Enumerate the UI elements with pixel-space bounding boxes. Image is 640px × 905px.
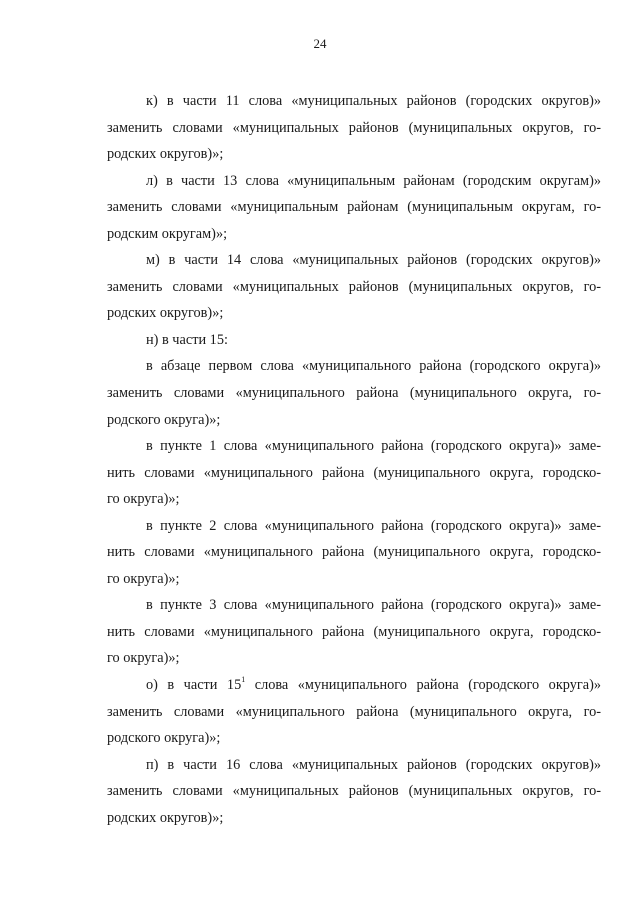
paragraph-line: л) в части 13 слова «муниципальным районам (городским округам)» (146, 172, 601, 189)
paragraph-line: родского округа)»; (107, 730, 221, 747)
paragraph-line: заменить словами «муниципального района (муниципального округа, го- (107, 385, 601, 402)
paragraph-line: заменить словами «муниципальных районов (муниципальных округов, го- (107, 119, 601, 136)
paragraph-line: заменить словами «муниципальным районам (муниципальным округам, го- (107, 199, 601, 216)
paragraph-line: го округа)»; (107, 570, 180, 587)
paragraph-line: п) в части 16 слова «муниципальных районов (городских округов)» (146, 756, 601, 773)
paragraph-line: к) в части 11 слова «муниципальных районов (городских округов)» (146, 93, 601, 109)
paragraph-line: родских округов)»; (107, 305, 224, 322)
paragraph-l (107, 168, 601, 248)
paragraph-line: в абзаце первом слова «муниципального района (городского округа)» (146, 358, 601, 375)
paragraph-o (107, 672, 601, 752)
paragraph-line: в пункте 1 слова «муниципального района (городского округа)» заме- (146, 438, 601, 455)
superscript-index: 1 (241, 675, 246, 685)
paragraph-line: го округа)»; (107, 491, 180, 508)
paragraph-m (107, 247, 601, 327)
paragraph-n (107, 327, 601, 354)
paragraph-line: го округа)»; (107, 650, 180, 667)
paragraph-n-punkt-1 (107, 433, 601, 513)
paragraph-line (107, 672, 601, 699)
paragraph-line: нить словами «муниципального района (муниципального округа, городско- (107, 464, 601, 481)
paragraph-n-punkt-3 (107, 592, 601, 672)
paragraph-line: в пункте 2 слова «муниципального района (городского округа)» заме- (146, 517, 601, 534)
paragraph-n-punkt-2 (107, 513, 601, 593)
page-number: 24 (313, 36, 327, 51)
paragraph-line: родских округов)»; (107, 146, 224, 163)
paragraph-line: нить словами «муниципального района (муниципального округа, городско- (107, 623, 601, 640)
paragraph-p (107, 752, 601, 832)
paragraph-line: н) в части 15: (146, 331, 228, 348)
line-text: о) в части 15 (146, 677, 242, 694)
paragraph-line: м) в части 14 слова «муниципальных районов (городских округов)» (146, 252, 601, 269)
paragraph-line: заменить словами «муниципальных районов (муниципальных округов, го- (107, 278, 601, 295)
paragraph-line: заменить словами «муниципальных районов (муниципальных округов, го- (107, 783, 601, 800)
paragraph-line: родского округа)»; (107, 411, 221, 428)
document-body (107, 88, 601, 831)
line-text: слова «муниципального района (городского округа)» (245, 677, 601, 694)
paragraph-line: заменить словами «муниципального района (муниципального округа, го- (107, 703, 601, 720)
paragraph-line: родским округам)»; (107, 225, 228, 242)
paragraph-line: родских округов)»; (107, 809, 224, 826)
paragraph-n-abzac (107, 353, 601, 433)
paragraph-line: в пункте 3 слова «муниципального района (городского округа)» заме- (146, 597, 601, 614)
paragraph-k (107, 88, 601, 168)
paragraph-line: нить словами «муниципального района (муниципального округа, городско- (107, 544, 601, 561)
